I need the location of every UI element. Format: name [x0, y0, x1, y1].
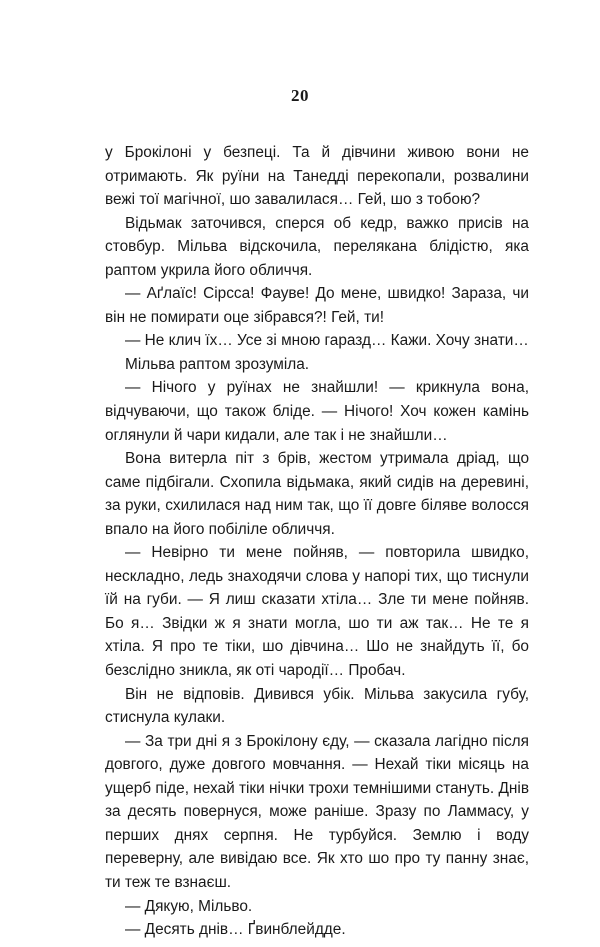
paragraph: Він не відповів. Дивився убік. Мільва закусила губу, стиснула кулаки. [105, 685, 529, 727]
paragraph: — За три дні я з Брокілону єду, — сказала лагідно після довгого, дуже довгого мовчання. — Нехай тіки місяць на ущерб піде, нехай тіки нічки трохи темнішими стануть. Днів за десять повернуся, може раніше. Зразу по Ламмасу, у перших днях серпня. Не турбуйся. Землю і воду переверну, але вивідаю все. Як хто шо про ту панну знає, ти теж те взнаєш. [105, 732, 529, 891]
paragraph: — Нічого у руїнах не знайшли! — крикнула вона, відчуваючи, що також бліде. — Нічого! Хоч кожен камінь оглянули й чари кидали, але так і не знайшли… [105, 379, 529, 444]
paragraph: — Аґлаїс! Сірсса! Фауве! До мене, швидко! Зараза, чи він не помирати оце зібрався?! Гей, ти! [105, 285, 529, 326]
paragraph: Мільва раптом зрозуміла. [125, 355, 310, 373]
paragraph: Вона витерла піт з брів, жестом утримала дріад, що саме підбігали. Схопила відьмака, який сидів на деревині, за руки, схилилася над ним так, що її довге біляве волосся впало на його побіліле обличчя. [105, 450, 529, 538]
paragraph: Відьмак заточився, сперся об кедр, важко присів на стовбур. Мільва відскочила, перелякана блідістю, яка раптом укрила його обличчя. [105, 214, 529, 279]
paragraph: у Брокілоні у безпеці. Та й дівчини живою вони не отримають. Як руїни на Танедді перекопали, розвалини вежі тої магічної, шо завалилася… Гей, шо з тобою? [105, 144, 529, 209]
page-number: 20 [291, 86, 309, 105]
paragraph: — Десять днів… Ґвинблейдде. [125, 921, 346, 939]
paragraph: — Дякую, Мільво. [125, 897, 253, 915]
paragraph: — Не клич їх… Усе зі мною гаразд… Кажи. Хочу знати… [125, 332, 529, 350]
paragraph: — Невірно ти мене пойняв, — повторила швидко, нескладно, ледь знаходячи слова у напорі тих, що тиснули їй на губи. — Я лиш сказати хтіла… Зле ти мене пойняв. Бо я… Звідки ж я знати могла, шо ти аж так… Не те я хтіла. Я про те тіки, шо дівчина… Шо не знайдуть її, бо безслідно зникла, як оті чародії… Пробач. [105, 544, 529, 680]
body-text [105, 141, 529, 942]
